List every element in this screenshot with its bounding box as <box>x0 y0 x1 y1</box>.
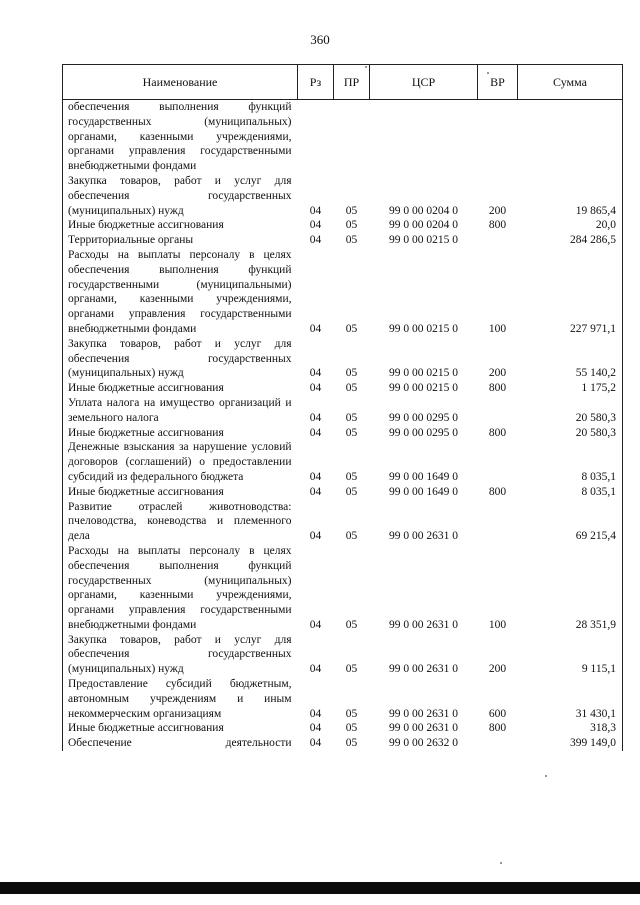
row-csr: 99 0 00 0215 0 <box>389 322 458 335</box>
table-row <box>63 337 623 381</box>
scan-speck <box>545 775 547 777</box>
row-rz: 04 <box>309 485 322 498</box>
row-name: Денежные взыскания за нарушение условий договоров (соглашений) о предоставлении субсидий из федерального бюджета <box>63 440 298 484</box>
row-vr: 600 <box>488 707 507 720</box>
row-csr: 99 0 00 0215 0 <box>389 234 458 247</box>
row-rz: 04 <box>309 426 322 439</box>
row-vr: 200 <box>488 204 507 217</box>
row-sum: 227 971,1 <box>518 248 623 337</box>
scan-speck <box>365 66 367 68</box>
row-csr: 99 0 00 0204 0 <box>389 204 458 217</box>
row-pr: 05 <box>345 618 358 631</box>
row-rz: 04 <box>309 219 322 232</box>
header-name: Наименование <box>63 65 298 100</box>
row-rz: 04 <box>309 530 322 543</box>
row-pr: 05 <box>345 737 358 750</box>
row-csr: 99 0 00 2631 0 <box>389 707 458 720</box>
row-rz: 04 <box>309 722 322 735</box>
table-row <box>63 736 623 751</box>
row-name: Закупка товаров, работ и услуг для обеспечения государственных (муниципальных) нужд <box>63 337 298 381</box>
row-rz: 04 <box>309 663 322 676</box>
row-rz: 04 <box>309 470 322 483</box>
table-row <box>63 381 623 396</box>
row-sum: 20 580,3 <box>518 426 623 441</box>
row-csr: 99 0 00 2631 0 <box>389 663 458 676</box>
row-rz: 04 <box>309 382 322 395</box>
table-row <box>63 233 623 248</box>
table-header-row <box>63 65 623 100</box>
row-sum: 31 430,1 <box>518 677 623 721</box>
row-vr: 100 <box>488 322 507 335</box>
table-row <box>63 248 623 337</box>
row-csr: 99 0 00 0204 0 <box>389 219 458 232</box>
row-pr: 05 <box>345 382 358 395</box>
row-sum: 55 140,2 <box>518 337 623 381</box>
row-csr: 99 0 00 0215 0 <box>389 367 458 380</box>
row-pr: 05 <box>345 530 358 543</box>
row-pr: 05 <box>345 322 358 335</box>
row-sum: 284 286,5 <box>518 233 623 248</box>
row-vr: 100 <box>488 618 507 631</box>
row-rz: 04 <box>309 737 322 750</box>
row-csr: 99 0 00 2631 0 <box>389 618 458 631</box>
row-pr <box>334 100 370 174</box>
table-row <box>63 174 623 218</box>
table-row <box>63 485 623 500</box>
row-csr: 99 0 00 0295 0 <box>389 411 458 424</box>
row-sum: 399 149,0 <box>518 736 623 751</box>
row-sum: 318,3 <box>518 721 623 736</box>
row-sum: 28 351,9 <box>518 544 623 633</box>
row-pr: 05 <box>345 663 358 676</box>
row-pr: 05 <box>345 470 358 483</box>
row-name: Иные бюджетные ассигнования <box>63 218 298 233</box>
row-rz: 04 <box>309 322 322 335</box>
row-pr: 05 <box>345 367 358 380</box>
row-sum: 20,0 <box>518 218 623 233</box>
row-name: Иные бюджетные ассигнования <box>63 721 298 736</box>
table-row <box>63 721 623 736</box>
row-vr: 800 <box>488 485 507 498</box>
row-sum <box>518 100 623 174</box>
row-csr: 99 0 00 2631 0 <box>389 530 458 543</box>
row-csr: 99 0 00 1649 0 <box>389 485 458 498</box>
row-vr: 800 <box>488 426 507 439</box>
row-csr: 99 0 00 0295 0 <box>389 426 458 439</box>
row-pr: 05 <box>345 485 358 498</box>
row-rz: 04 <box>309 234 322 247</box>
row-rz: 04 <box>309 707 322 720</box>
header-pr: ПР <box>334 65 370 100</box>
row-rz: 04 <box>309 618 322 631</box>
table-row <box>63 500 623 544</box>
page-number: 360 <box>310 32 330 47</box>
row-vr <box>478 440 518 484</box>
row-vr <box>478 396 518 426</box>
row-name: Закупка товаров, работ и услуг для обеспечения государственных (муниципальных) нужд <box>63 633 298 677</box>
row-name: Иные бюджетные ассигнования <box>63 485 298 500</box>
row-csr <box>370 100 478 174</box>
row-vr <box>478 233 518 248</box>
row-pr: 05 <box>345 204 358 217</box>
row-sum: 8 035,1 <box>518 485 623 500</box>
row-sum: 8 035,1 <box>518 440 623 484</box>
row-name: Закупка товаров, работ и услуг для обеспечения государственных (муниципальных) нужд <box>63 174 298 218</box>
row-sum: 1 175,2 <box>518 381 623 396</box>
row-rz: 04 <box>309 411 322 424</box>
row-csr: 99 0 00 2631 0 <box>389 722 458 735</box>
budget-table <box>62 64 623 751</box>
table-row <box>63 218 623 233</box>
row-sum: 69 215,4 <box>518 500 623 544</box>
row-pr: 05 <box>345 707 358 720</box>
row-rz <box>298 100 334 174</box>
row-vr <box>478 500 518 544</box>
row-vr: 200 <box>488 367 507 380</box>
row-vr: 800 <box>488 722 507 735</box>
row-pr: 05 <box>345 426 358 439</box>
table-row <box>63 633 623 677</box>
row-name: Территориальные органы <box>63 233 298 248</box>
row-rz: 04 <box>309 367 322 380</box>
row-sum: 20 580,3 <box>518 396 623 426</box>
row-name: Развитие отраслей животноводства: пчеловодства, коневодства и племенного дела <box>63 500 298 544</box>
table-row <box>63 100 623 174</box>
table-row <box>63 677 623 721</box>
row-vr <box>478 736 518 751</box>
row-vr: 800 <box>488 219 507 232</box>
row-csr: 99 0 00 0215 0 <box>389 382 458 395</box>
table-row <box>63 426 623 441</box>
row-name: Иные бюджетные ассигнования <box>63 381 298 396</box>
row-name: Иные бюджетные ассигнования <box>63 426 298 441</box>
row-pr: 05 <box>345 411 358 424</box>
row-pr: 05 <box>345 722 358 735</box>
row-name: Уплата налога на имущество организаций и земельного налога <box>63 396 298 426</box>
scan-speck <box>487 72 489 74</box>
row-pr: 05 <box>345 234 358 247</box>
row-name: Обеспечение деятельности <box>63 736 298 751</box>
row-vr: 200 <box>488 663 507 676</box>
row-name: Предоставление субсидий бюджетным, автономным учреждениям и иным некоммерческим организациям <box>63 677 298 721</box>
row-csr: 99 0 00 1649 0 <box>389 470 458 483</box>
table-row <box>63 440 623 484</box>
header-csr: ЦСР <box>370 65 478 100</box>
row-sum: 19 865,4 <box>518 174 623 218</box>
row-name: Расходы на выплаты персоналу в целях обеспечения выполнения функций государственными (муниципальными) органами, казенными учреждениями, органами управления государственными внебюджетными фондами <box>63 248 298 337</box>
row-name: обеспечения выполнения функций государственных (муниципальных) органами, казенными учреждениями, органами управления государственными внебюджетными фондами <box>63 100 298 174</box>
row-csr: 99 0 00 2632 0 <box>389 737 458 750</box>
table-row <box>63 544 623 633</box>
header-rz: Рз <box>298 65 334 100</box>
row-sum: 9 115,1 <box>518 633 623 677</box>
row-vr <box>478 100 518 174</box>
row-rz: 04 <box>309 204 322 217</box>
row-pr: 05 <box>345 219 358 232</box>
table-row <box>63 396 623 426</box>
row-vr: 800 <box>488 382 507 395</box>
scan-edge-bar <box>0 882 640 894</box>
header-sum: Сумма <box>518 65 623 100</box>
scan-speck <box>500 862 502 864</box>
header-vr: ВР <box>478 65 518 100</box>
row-name: Расходы на выплаты персоналу в целях обеспечения выполнения функций государственных (муниципальных) органами, казенными учреждениями, органами управления государственными внебюджетными фондами <box>63 544 298 633</box>
